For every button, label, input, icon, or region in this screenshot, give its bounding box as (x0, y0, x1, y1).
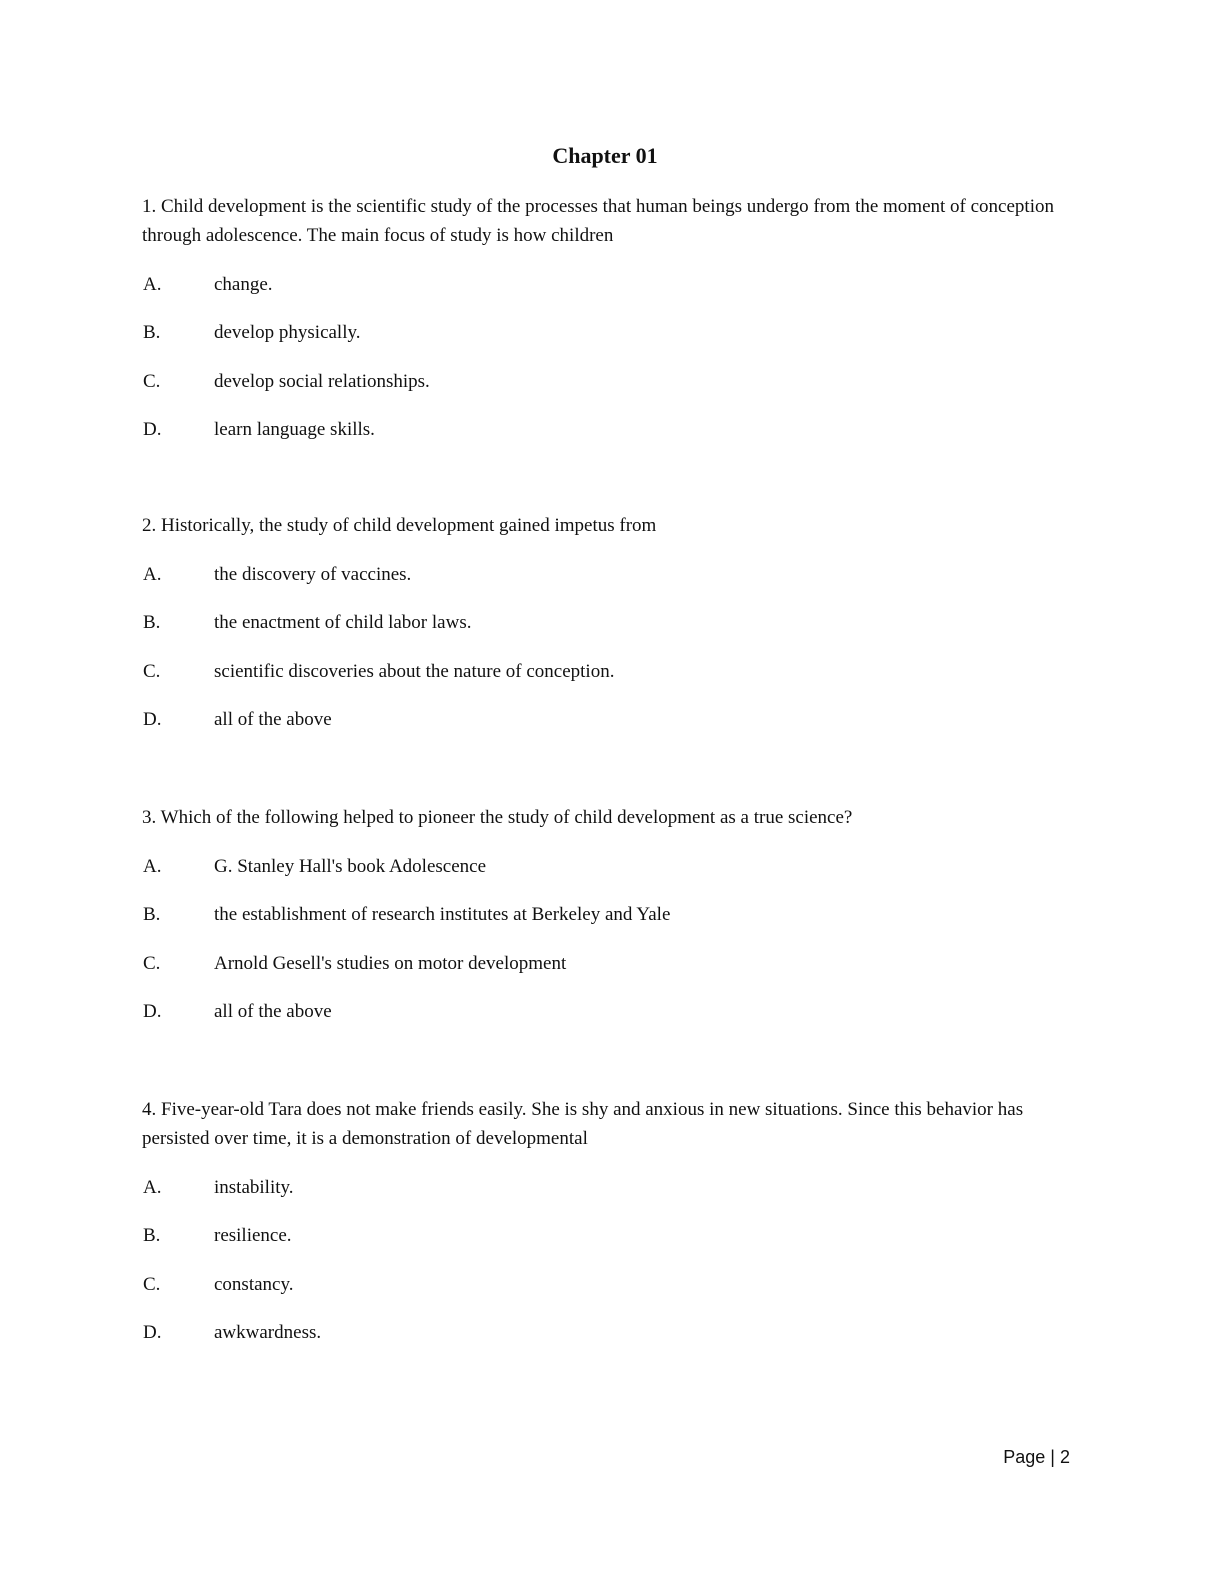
option-text: all of the above (214, 1001, 332, 1022)
option-b (142, 900, 1082, 929)
option-text: all of the above (214, 709, 332, 730)
option-c (142, 1270, 1082, 1299)
option-letter: D. (143, 1001, 162, 1022)
option-letter: D. (143, 419, 162, 440)
page-number: Page | 2 (1003, 1447, 1070, 1467)
question-1 (142, 192, 1082, 444)
option-text: constancy. (214, 1273, 294, 1295)
chapter-title: Chapter 01 (552, 143, 658, 168)
option-letter: B. (143, 904, 161, 925)
option-letter: B. (143, 612, 161, 633)
option-c (142, 367, 1082, 396)
option-text: awkwardness. (214, 1322, 322, 1343)
question-stem: 4. Five-year-old Tara does not make friends easily. She is shy and anxious in new situations. Since this behavior has persisted over time, it is a demonstration of developmental (142, 1099, 1024, 1149)
option-letter: A. (143, 855, 162, 877)
option-letter: C. (143, 660, 161, 682)
option-d (142, 997, 1082, 1026)
option-a (142, 1173, 1082, 1202)
option-a (142, 560, 1082, 589)
option-letter: B. (143, 1225, 161, 1246)
question-2 (142, 511, 1082, 734)
option-a (142, 852, 1082, 881)
question-stem: 2. Historically, the study of child development gained impetus from (142, 515, 657, 536)
option-letter: C. (143, 1273, 161, 1295)
option-letter: C. (143, 952, 161, 974)
question-3 (142, 803, 1082, 1026)
option-a (142, 270, 1082, 299)
option-letter: B. (143, 322, 161, 343)
option-text: change. (214, 273, 273, 295)
option-c (142, 657, 1082, 686)
option-text: scientific discoveries about the nature of conception. (214, 660, 615, 682)
question-4 (142, 1095, 1082, 1347)
option-text: develop social relationships. (214, 370, 430, 392)
option-b (142, 1221, 1082, 1250)
option-text: the enactment of child labor laws. (214, 612, 472, 633)
option-text: develop physically. (214, 322, 361, 343)
option-c (142, 949, 1082, 978)
option-d (142, 705, 1082, 734)
option-d (142, 415, 1082, 444)
question-stem: 3. Which of the following helped to pioneer the study of child development as a true science? (142, 807, 853, 828)
question-stem: 1. Child development is the scientific study of the processes that human beings undergo from the moment of conception through adolescence. The main focus of study is how children (142, 196, 1054, 246)
option-letter: D. (143, 1322, 162, 1343)
option-text: G. Stanley Hall's book Adolescence (214, 855, 487, 877)
option-letter: C. (143, 370, 161, 392)
option-letter: A. (143, 273, 162, 295)
option-text: the discovery of vaccines. (214, 563, 412, 585)
option-text: instability. (214, 1176, 294, 1198)
option-letter: A. (143, 563, 162, 585)
option-text: Arnold Gesell's studies on motor development (214, 952, 567, 974)
option-text: resilience. (214, 1225, 292, 1246)
option-letter: D. (143, 709, 162, 730)
option-d (142, 1318, 1082, 1347)
option-letter: A. (143, 1176, 162, 1198)
option-text: the establishment of research institutes at Berkeley and Yale (214, 904, 671, 925)
option-b (142, 318, 1082, 347)
option-b (142, 608, 1082, 637)
option-text: learn language skills. (214, 419, 375, 440)
